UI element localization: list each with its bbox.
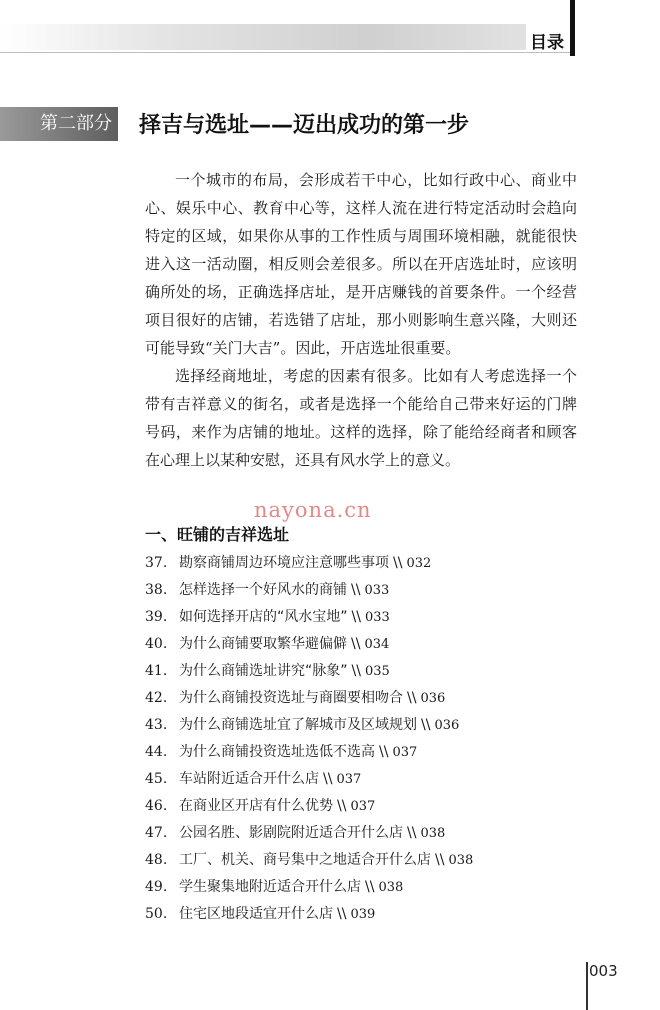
toc-entry-separator: \\ (379, 744, 389, 760)
toc-entry-number: 50. (145, 906, 168, 922)
toc-entry-number: 42. (145, 690, 168, 706)
toc-entry[interactable] (145, 631, 575, 658)
header-band (0, 24, 526, 50)
intro-text (145, 166, 577, 474)
toc-entry-number: 39. (145, 609, 168, 625)
toc-entry[interactable] (145, 901, 575, 928)
toc-entry-page: 036 (434, 718, 460, 733)
toc-list (145, 550, 575, 928)
toc-entry-number: 43. (145, 717, 168, 733)
intro-paragraph: 选择经商地址，考虑的因素有很多。比如有人考虑选择一个带有吉祥意义的街名，或者是选择一个能给自己带来好运的门牌号码，来作为店铺的地址。这样的选择，除了能给经商者和顾客在心理上以某种安慰，还具有风水学上的意义。 (145, 367, 577, 469)
toc-entry-number: 47. (145, 825, 168, 841)
toc-entry[interactable] (145, 847, 575, 874)
toc-entry-separator: \\ (407, 690, 417, 706)
toc-entry-page: 033 (364, 583, 390, 598)
toc-entry-separator: \\ (351, 582, 361, 598)
toc-entry-separator: \\ (337, 798, 347, 814)
toc-entry[interactable] (145, 793, 575, 820)
part-title: 择吉与选址——迈出成功的第一步 (139, 113, 470, 138)
toc-entry-separator: \\ (351, 609, 361, 625)
toc-entry-separator: \\ (393, 555, 403, 571)
toc-entry-page: 035 (364, 664, 390, 679)
toc-entry-page: 038 (448, 853, 474, 868)
toc-entry-title: 为什么商铺要取繁华避偏僻 (179, 636, 347, 652)
header-edge-bar (570, 0, 575, 56)
toc-entry-number: 45. (145, 771, 168, 787)
toc-entry-page: 032 (406, 556, 432, 571)
toc-entry-separator: \\ (351, 636, 361, 652)
footer-rule (586, 962, 588, 1010)
toc-entry-separator: \\ (323, 771, 333, 787)
toc-entry-title: 为什么商铺选址宜了解城市及区域规划 (179, 717, 417, 733)
toc-entry-title: 车站附近适合开什么店 (179, 771, 319, 787)
intro-paragraph: 一个城市的布局，会形成若干中心，比如行政中心、商业中心、娱乐中心、教育中心等，这样人流在进行特定活动时会趋向特定的区域，如果你从事的工作性质与周围环境相融，就能很快进入这一活动圈，相反则会差很多。所以在开店选址时，应该明确所处的场，正确选择店址，是开店赚钱的首要条件。一个经营项目很好的店铺，若选错了店址，那小则影响生意兴隆，大则还可能导致“关门大吉”。因此，开店选址很重要。 (145, 171, 577, 357)
toc-entry-number: 38. (145, 582, 168, 598)
toc-entry[interactable] (145, 550, 575, 577)
page-number: 003 (589, 962, 618, 980)
toc-entry[interactable] (145, 577, 575, 604)
toc-entry-number: 41. (145, 663, 168, 679)
toc-entry[interactable] (145, 685, 575, 712)
toc-entry-title: 怎样选择一个好风水的商铺 (179, 582, 347, 598)
toc-entry-title: 如何选择开店的“风水宝地” (179, 609, 348, 625)
toc-entry-page: 036 (420, 691, 446, 706)
toc-entry-title: 为什么商铺选址讲究“脉象” (179, 663, 348, 679)
toc-entry[interactable] (145, 874, 575, 901)
toc-entry-title: 公园名胜、影剧院附近适合开什么店 (179, 825, 403, 841)
toc-entry-page: 034 (364, 637, 390, 652)
toc-entry-separator: \\ (407, 825, 417, 841)
toc-entry-separator: \\ (351, 663, 361, 679)
toc-entry[interactable] (145, 604, 575, 631)
toc-entry-page: 039 (350, 907, 376, 922)
part-tab: 第二部分 (0, 107, 118, 141)
toc-entry-number: 37. (145, 555, 168, 571)
toc-entry-separator: \\ (337, 906, 347, 922)
toc-entry-number: 48. (145, 852, 168, 868)
toc-entry-title: 在商业区开店有什么优势 (179, 798, 333, 814)
subsection-heading: 一、旺铺的吉祥选址 (145, 525, 290, 544)
toc-entry[interactable] (145, 658, 575, 685)
toc-entry-title: 工厂、机关、商号集中之地适合开什么店 (179, 852, 431, 868)
toc-entry-title: 为什么商铺投资选址选低不选高 (179, 744, 375, 760)
running-header-title: 目录 (530, 33, 564, 53)
watermark: nayona.cn (254, 498, 372, 522)
toc-entry-number: 46. (145, 798, 168, 814)
toc-entry-page: 038 (378, 880, 404, 895)
toc-entry-title: 勘察商铺周边环境应注意哪些事项 (179, 555, 389, 571)
toc-entry-page: 037 (350, 799, 376, 814)
toc-entry[interactable] (145, 739, 575, 766)
toc-entry-separator: \\ (365, 879, 375, 895)
toc-entry-separator: \\ (421, 717, 431, 733)
toc-entry-page: 037 (392, 745, 418, 760)
header-rule (0, 52, 574, 53)
toc-entry[interactable] (145, 712, 575, 739)
toc-entry-number: 44. (145, 744, 168, 760)
toc-entry-separator: \\ (435, 852, 445, 868)
toc-entry-page: 038 (420, 826, 446, 841)
toc-entry-number: 40. (145, 636, 168, 652)
toc-entry[interactable] (145, 766, 575, 793)
toc-entry-title: 住宅区地段适宜开什么店 (179, 906, 333, 922)
toc-entry-title: 为什么商铺投资选址与商圈要相吻合 (179, 690, 403, 706)
toc-entry-page: 033 (364, 610, 390, 625)
toc-entry-title: 学生聚集地附近适合开什么店 (179, 879, 361, 895)
toc-entry[interactable] (145, 820, 575, 847)
toc-entry-page: 037 (336, 772, 362, 787)
toc-entry-number: 49. (145, 879, 168, 895)
